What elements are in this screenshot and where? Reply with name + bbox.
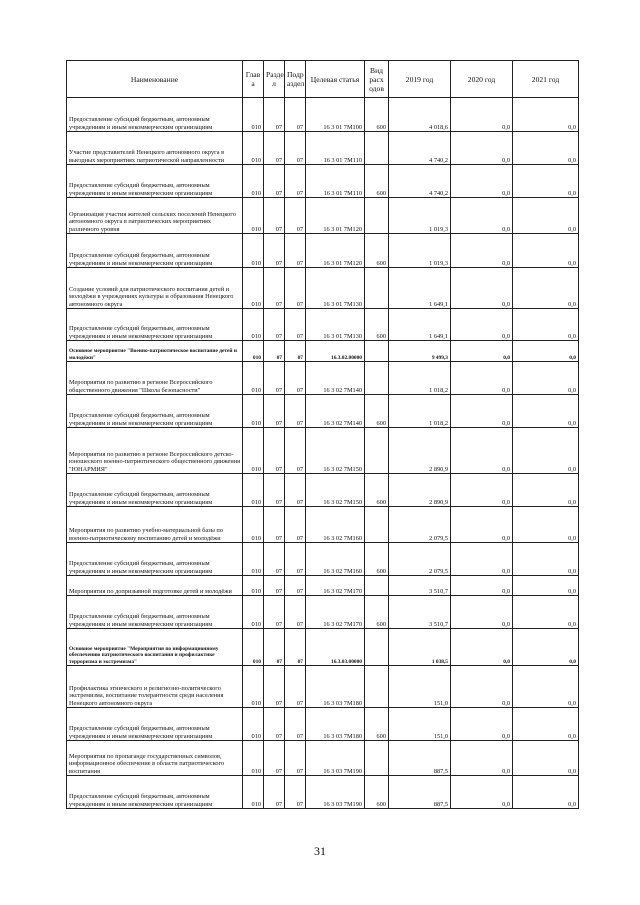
cell-razdel: 07 xyxy=(264,132,285,165)
cell-2021: 0,0 xyxy=(513,165,579,198)
cell-razdel: 07 xyxy=(264,268,285,309)
cell-vid xyxy=(365,341,389,362)
cell-name: Основное мероприятие "Мероприятия по информационному обеспечению патриотического воспитания и профилактике терроризма и экстремизма" xyxy=(67,629,243,666)
cell-podrazdel: 07 xyxy=(285,198,306,234)
cell-razdel: 07 xyxy=(264,395,285,428)
cell-vid: 600 xyxy=(365,543,389,576)
cell-podrazdel: 07 xyxy=(285,576,306,596)
cell-glava: 010 xyxy=(243,776,264,809)
cell-podrazdel: 07 xyxy=(285,666,306,708)
cell-name: Создание условий для патриотического воспитания детей и молодёжи в учреждениях культуры и образования Ненецкого автономного округа xyxy=(67,268,243,309)
cell-statya: 16 3 01 7М110 xyxy=(306,132,365,165)
cell-2019: 2 890,9 xyxy=(389,428,451,474)
cell-2019: 887,5 xyxy=(389,776,451,809)
cell-2020: 0,0 xyxy=(451,268,513,309)
table-row xyxy=(67,165,579,198)
table-row xyxy=(67,309,579,341)
cell-podrazdel: 07 xyxy=(285,132,306,165)
cell-vid: 600 xyxy=(365,309,389,341)
cell-vid: 600 xyxy=(365,395,389,428)
cell-2020: 0,0 xyxy=(451,543,513,576)
cell-2019: 1 649,1 xyxy=(389,268,451,309)
table-row xyxy=(67,507,579,543)
cell-name: Предоставление субсидий бюджетным, автономным учреждениям и иным некоммерческим организациям xyxy=(67,98,243,132)
cell-razdel: 07 xyxy=(264,708,285,741)
cell-2021: 0,0 xyxy=(513,309,579,341)
page-number: 31 xyxy=(314,844,326,858)
cell-podrazdel: 07 xyxy=(285,362,306,395)
cell-2019: 1 038,5 xyxy=(389,629,451,666)
cell-glava: 010 xyxy=(243,165,264,198)
cell-name: Мероприятия по пропаганде государственных символов, информационное обеспечение в области патриотического воспитания xyxy=(67,741,243,776)
cell-glava: 010 xyxy=(243,268,264,309)
cell-glava: 010 xyxy=(243,362,264,395)
cell-2020: 0,0 xyxy=(451,234,513,268)
cell-podrazdel: 07 xyxy=(285,395,306,428)
header-2019: 2019 год xyxy=(389,61,451,98)
cell-statya: 16.3.02.00000 xyxy=(306,341,365,362)
header-razdel: Разде л xyxy=(264,61,285,98)
cell-razdel: 07 xyxy=(264,474,285,507)
cell-2021: 0,0 xyxy=(513,395,579,428)
table-row xyxy=(67,362,579,395)
cell-name: Предоставление субсидий бюджетным, автономным учреждениям и иным некоммерческим организациям xyxy=(67,474,243,507)
cell-statya: 16 3 02 7М170 xyxy=(306,596,365,629)
cell-podrazdel: 07 xyxy=(285,543,306,576)
cell-razdel: 07 xyxy=(264,362,285,395)
table-row xyxy=(67,132,579,165)
cell-2021: 0,0 xyxy=(513,362,579,395)
cell-razdel: 07 xyxy=(264,596,285,629)
table-row xyxy=(67,666,579,708)
cell-razdel: 07 xyxy=(264,666,285,708)
cell-2020: 0,0 xyxy=(451,776,513,809)
budget-table xyxy=(66,60,579,809)
cell-2021: 0,0 xyxy=(513,543,579,576)
cell-2020: 0,0 xyxy=(451,596,513,629)
cell-razdel: 07 xyxy=(264,198,285,234)
cell-vid xyxy=(365,629,389,666)
cell-razdel: 07 xyxy=(264,234,285,268)
cell-2020: 0,0 xyxy=(451,666,513,708)
cell-vid xyxy=(365,362,389,395)
cell-statya: 16 3 01 7М110 xyxy=(306,165,365,198)
cell-name: Предоставление субсидий бюджетным, автономным учреждениям и иным некоммерческим организациям xyxy=(67,309,243,341)
cell-name: Предоставление субсидий бюджетным, автономным учреждениям и иным некоммерческим организациям xyxy=(67,165,243,198)
cell-podrazdel: 07 xyxy=(285,98,306,132)
cell-razdel: 07 xyxy=(264,98,285,132)
cell-vid xyxy=(365,132,389,165)
cell-2021: 0,0 xyxy=(513,629,579,666)
cell-razdel: 07 xyxy=(264,629,285,666)
cell-name: Профилактика этнического и религиозно-политического экстремизма, воспитание толерантности среди населения Ненецкого автономного округа xyxy=(67,666,243,708)
cell-podrazdel: 07 xyxy=(285,741,306,776)
cell-podrazdel: 07 xyxy=(285,596,306,629)
cell-2020: 0,0 xyxy=(451,98,513,132)
cell-2019: 3 510,7 xyxy=(389,596,451,629)
cell-vid xyxy=(365,268,389,309)
table-row xyxy=(67,395,579,428)
table-body xyxy=(67,98,579,809)
cell-glava: 010 xyxy=(243,666,264,708)
cell-vid xyxy=(365,507,389,543)
cell-statya: 16 3 02 7М150 xyxy=(306,474,365,507)
cell-name: Организация участия жителей сельских поселений Ненецкого автономного округа в патриотических мероприятиях различного уровня xyxy=(67,198,243,234)
cell-2019: 2 890,9 xyxy=(389,474,451,507)
cell-glava: 010 xyxy=(243,507,264,543)
cell-2021: 0,0 xyxy=(513,507,579,543)
cell-2019: 4 018,6 xyxy=(389,98,451,132)
table-row xyxy=(67,708,579,741)
cell-razdel: 07 xyxy=(264,776,285,809)
cell-vid: 600 xyxy=(365,474,389,507)
cell-2020: 0,0 xyxy=(451,428,513,474)
cell-glava: 010 xyxy=(243,474,264,507)
cell-2021: 0,0 xyxy=(513,198,579,234)
cell-glava: 010 xyxy=(243,309,264,341)
cell-2019: 1 019,3 xyxy=(389,234,451,268)
cell-2021: 0,0 xyxy=(513,341,579,362)
cell-glava: 010 xyxy=(243,98,264,132)
table-row xyxy=(67,741,579,776)
header-2020: 2020 год xyxy=(451,61,513,98)
cell-name: Предоставление субсидий бюджетным, автономным учреждениям и иным некоммерческим организациям xyxy=(67,395,243,428)
header-2021: 2021 год xyxy=(513,61,579,98)
cell-glava: 010 xyxy=(243,596,264,629)
cell-statya: 16 3 01 7М120 xyxy=(306,198,365,234)
cell-razdel: 07 xyxy=(264,741,285,776)
cell-2020: 0,0 xyxy=(451,309,513,341)
cell-2020: 0,0 xyxy=(451,507,513,543)
cell-2019: 151,0 xyxy=(389,708,451,741)
table-row xyxy=(67,543,579,576)
cell-razdel: 07 xyxy=(264,341,285,362)
cell-glava: 010 xyxy=(243,428,264,474)
cell-podrazdel: 07 xyxy=(285,309,306,341)
table-row xyxy=(67,198,579,234)
cell-podrazdel: 07 xyxy=(285,776,306,809)
cell-2019: 2 079,5 xyxy=(389,543,451,576)
cell-statya: 16 3 03 7М180 xyxy=(306,666,365,708)
table-header-row xyxy=(67,61,579,98)
cell-statya: 16 3 02 7М160 xyxy=(306,507,365,543)
cell-podrazdel: 07 xyxy=(285,708,306,741)
cell-statya: 16 3 01 7М130 xyxy=(306,268,365,309)
cell-glava: 010 xyxy=(243,234,264,268)
cell-2021: 0,0 xyxy=(513,98,579,132)
table-row xyxy=(67,596,579,629)
cell-statya: 16 3 01 7М100 xyxy=(306,98,365,132)
cell-2019: 4 740,2 xyxy=(389,165,451,198)
cell-2019: 1 019,3 xyxy=(389,198,451,234)
cell-name: Предоставление субсидий бюджетным, автономным учреждениям и иным некоммерческим организациям xyxy=(67,543,243,576)
cell-statya: 16 3 01 7М130 xyxy=(306,309,365,341)
cell-name: Предоставление субсидий бюджетным, автономным учреждениям и иным некоммерческим организациям xyxy=(67,776,243,809)
cell-glava: 010 xyxy=(243,741,264,776)
cell-2020: 0,0 xyxy=(451,395,513,428)
cell-statya: 16 3 02 7М160 xyxy=(306,543,365,576)
cell-2021: 0,0 xyxy=(513,741,579,776)
cell-statya: 16 3 02 7М140 xyxy=(306,395,365,428)
cell-podrazdel: 07 xyxy=(285,234,306,268)
cell-glava: 010 xyxy=(243,198,264,234)
cell-razdel: 07 xyxy=(264,543,285,576)
table-row xyxy=(67,428,579,474)
cell-vid: 600 xyxy=(365,234,389,268)
cell-vid xyxy=(365,741,389,776)
cell-glava: 010 xyxy=(243,708,264,741)
table-row xyxy=(67,98,579,132)
cell-2021: 0,0 xyxy=(513,576,579,596)
cell-2019: 2 079,5 xyxy=(389,507,451,543)
cell-2021: 0,0 xyxy=(513,268,579,309)
cell-2020: 0,0 xyxy=(451,741,513,776)
cell-vid: 600 xyxy=(365,776,389,809)
table-row xyxy=(67,474,579,507)
cell-razdel: 07 xyxy=(264,507,285,543)
cell-glava: 010 xyxy=(243,543,264,576)
cell-podrazdel: 07 xyxy=(285,428,306,474)
header-name: Наименование xyxy=(67,61,243,98)
cell-2021: 0,0 xyxy=(513,708,579,741)
cell-statya: 16 3 03 7М190 xyxy=(306,776,365,809)
cell-name: Мероприятия по развитию учебно-материальной базы по военно-патриотическому воспитанию детей и молодёжи xyxy=(67,507,243,543)
cell-name: Участие представителей Ненецкого автономного округа в выездных мероприятиях патриотической направленности xyxy=(67,132,243,165)
cell-name: Мероприятия по допризывной подготовке детей и молодёжи xyxy=(67,576,243,596)
cell-glava: 010 xyxy=(243,576,264,596)
cell-name: Основное мероприятие "Военно-патриотическое воспитание детей и молодёжи" xyxy=(67,341,243,362)
cell-name: Предоставление субсидий бюджетным, автономным учреждениям и иным некоммерческим организациям xyxy=(67,596,243,629)
cell-vid xyxy=(365,198,389,234)
table-row xyxy=(67,234,579,268)
cell-2020: 0,0 xyxy=(451,576,513,596)
budget-table-sheet xyxy=(66,60,578,809)
header-glava: Глав а xyxy=(243,61,264,98)
table-row xyxy=(67,776,579,809)
table-row xyxy=(67,576,579,596)
cell-razdel: 07 xyxy=(264,165,285,198)
cell-name: Предоставление субсидий бюджетным, автономным учреждениям и иным некоммерческим организациям xyxy=(67,234,243,268)
cell-glava: 010 xyxy=(243,629,264,666)
cell-vid: 600 xyxy=(365,708,389,741)
cell-vid: 600 xyxy=(365,165,389,198)
cell-statya: 16 3 03 7М180 xyxy=(306,708,365,741)
cell-2021: 0,0 xyxy=(513,132,579,165)
cell-statya: 16 3 02 7М170 xyxy=(306,576,365,596)
cell-2019: 887,5 xyxy=(389,741,451,776)
cell-2019: 1 649,1 xyxy=(389,309,451,341)
cell-glava: 010 xyxy=(243,395,264,428)
cell-vid: 600 xyxy=(365,596,389,629)
cell-statya: 16 3 02 7М150 xyxy=(306,428,365,474)
cell-vid xyxy=(365,576,389,596)
cell-2019: 9 499,3 xyxy=(389,341,451,362)
cell-vid: 600 xyxy=(365,98,389,132)
cell-podrazdel: 07 xyxy=(285,165,306,198)
cell-2020: 0,0 xyxy=(451,198,513,234)
cell-glava: 010 xyxy=(243,341,264,362)
cell-podrazdel: 07 xyxy=(285,268,306,309)
cell-2021: 0,0 xyxy=(513,666,579,708)
cell-2021: 0,0 xyxy=(513,428,579,474)
cell-2019: 1 018,2 xyxy=(389,362,451,395)
cell-2020: 0,0 xyxy=(451,165,513,198)
cell-2020: 0,0 xyxy=(451,629,513,666)
table-row xyxy=(67,268,579,309)
cell-2020: 0,0 xyxy=(451,708,513,741)
cell-2020: 0,0 xyxy=(451,341,513,362)
cell-vid xyxy=(365,666,389,708)
cell-vid xyxy=(365,428,389,474)
table-row xyxy=(67,341,579,362)
cell-statya: 16 3 01 7М120 xyxy=(306,234,365,268)
cell-2021: 0,0 xyxy=(513,776,579,809)
cell-glava: 010 xyxy=(243,132,264,165)
header-podrazdel: Подр аздел xyxy=(285,61,306,98)
cell-podrazdel: 07 xyxy=(285,629,306,666)
cell-2021: 0,0 xyxy=(513,234,579,268)
table-row xyxy=(67,629,579,666)
cell-razdel: 07 xyxy=(264,576,285,596)
cell-2019: 4 740,2 xyxy=(389,132,451,165)
cell-2019: 3 510,7 xyxy=(389,576,451,596)
header-statya: Целевая статья xyxy=(306,61,365,98)
cell-2020: 0,0 xyxy=(451,474,513,507)
cell-podrazdel: 07 xyxy=(285,474,306,507)
cell-name: Предоставление субсидий бюджетным, автономным учреждениям и иным некоммерческим организациям xyxy=(67,708,243,741)
cell-podrazdel: 07 xyxy=(285,341,306,362)
cell-2021: 0,0 xyxy=(513,596,579,629)
cell-name: Мероприятия по развитию в регионе Всероссийского общественного движения "Школа безопасности" xyxy=(67,362,243,395)
cell-podrazdel: 07 xyxy=(285,507,306,543)
header-vid: Вид расх одов xyxy=(365,61,389,98)
cell-statya: 16 3 02 7М140 xyxy=(306,362,365,395)
cell-statya: 16.3.03.00000 xyxy=(306,629,365,666)
cell-2020: 0,0 xyxy=(451,362,513,395)
cell-statya: 16 3 03 7М190 xyxy=(306,741,365,776)
cell-2020: 0,0 xyxy=(451,132,513,165)
cell-2019: 1 018,2 xyxy=(389,395,451,428)
cell-razdel: 07 xyxy=(264,309,285,341)
cell-razdel: 07 xyxy=(264,428,285,474)
cell-name: Мероприятия по развитию в регионе Всероссийского детско-юношеского военно-патриотического общественного движения "ЮНАРМИЯ" xyxy=(67,428,243,474)
cell-2019: 151,0 xyxy=(389,666,451,708)
cell-2021: 0,0 xyxy=(513,474,579,507)
